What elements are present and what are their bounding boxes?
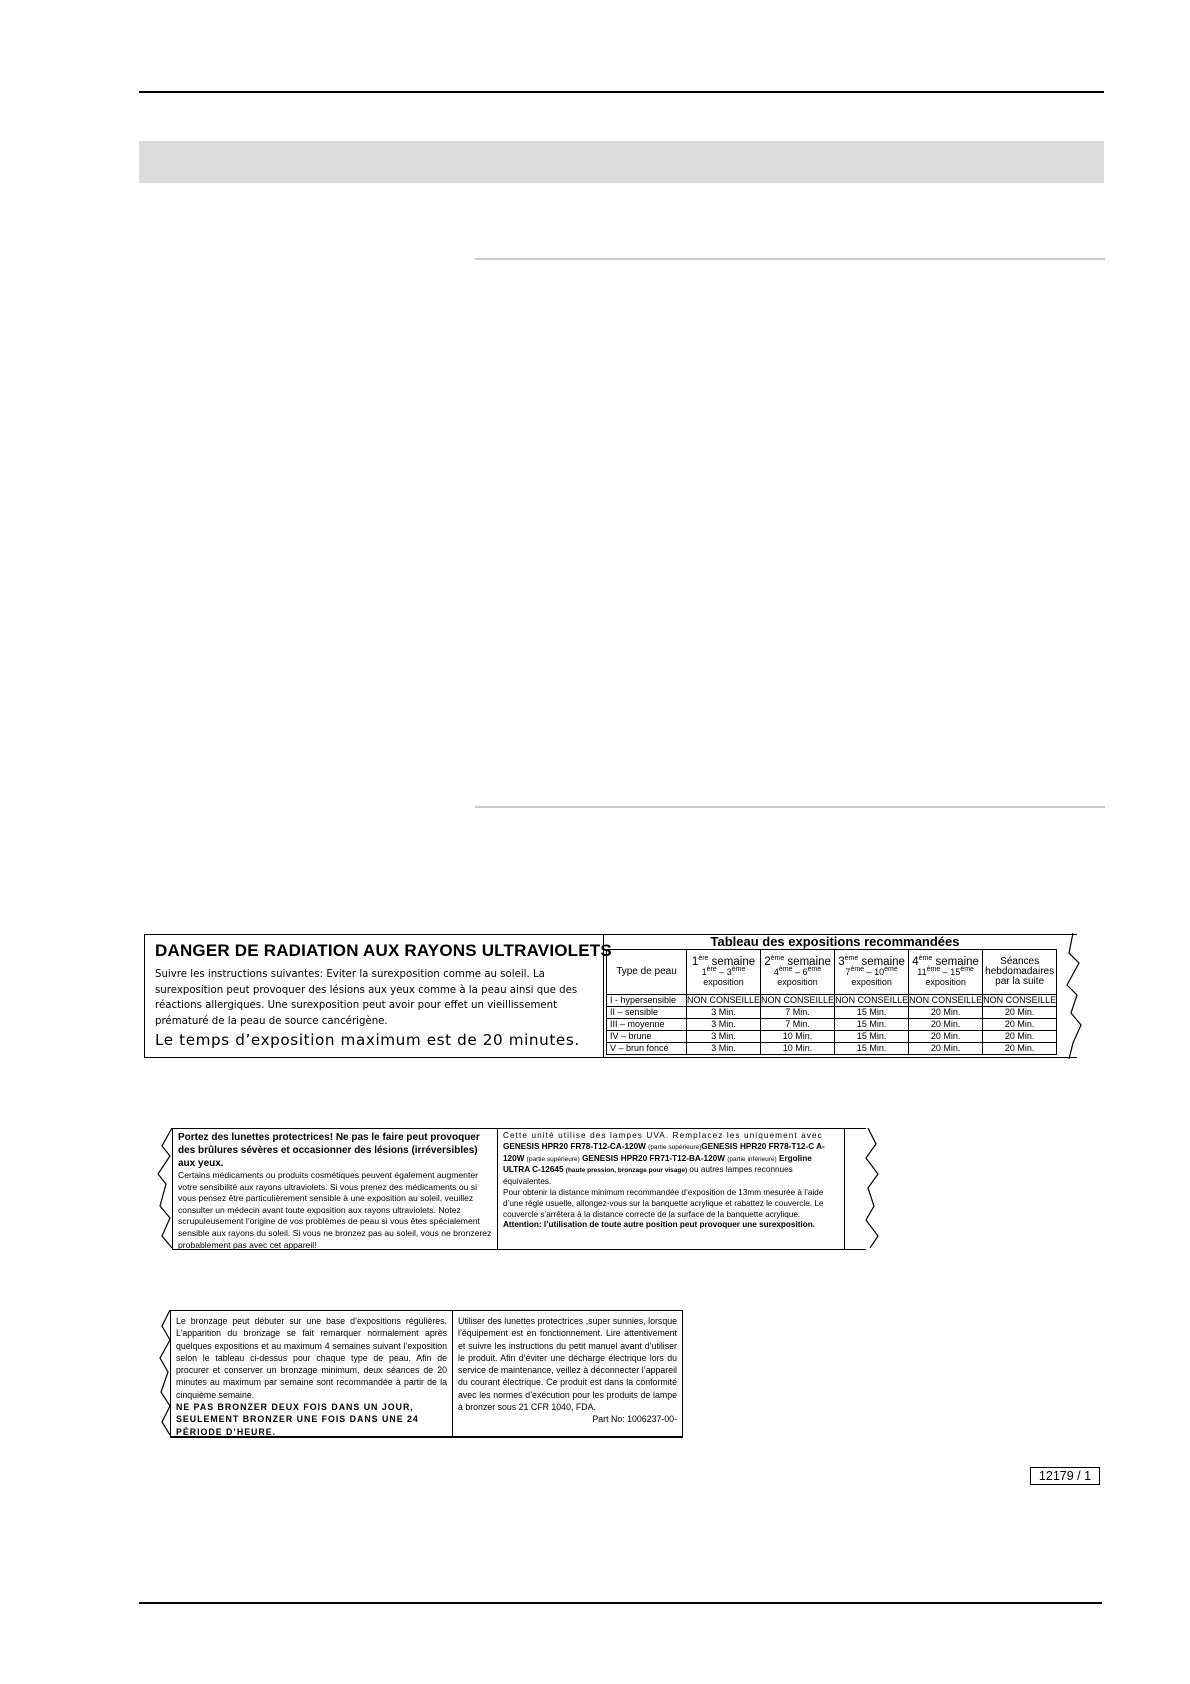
table-cell: 15 Min. [835, 1043, 909, 1055]
uv-warning-title: DANGER DE RADIATION AUX RAYONS ULTRAVIOLETS [155, 941, 612, 960]
uv-max-exposure: Le temps d’exposition maximum est de 20 minutes. [155, 1031, 580, 1049]
table-row [607, 1043, 1057, 1055]
table-cell: NON CONSEILLE [909, 995, 983, 1005]
uv-warning-panel [145, 935, 612, 1057]
glasses-warning-text [172, 1129, 498, 1249]
header-weekly-sessions: Séances hebdomadaires par la suite [983, 950, 1057, 995]
table-cell: 15 Min. [835, 1019, 909, 1031]
table-row [607, 995, 1057, 1007]
tanning-body: Le bronzage peut débuter sur une base d’expositions régulières. L’apparition du bronzage se fait remarquer normalement après quelques expositions et au maximum 4 semaines suivant l’exposition selon le tableau ci-dessus pour chaque type de peau. Afin de procurer et conserver un bronzage minimum, deux séances de 20 minutes au maximum par semaine sont recommandée à partir de la cinquième semaine. [176, 1316, 447, 1400]
table-cell: 7 Min. [761, 1007, 835, 1019]
header-week: 2ème semaine 4ème – 6ème exposition [761, 950, 835, 995]
table-cell: 7 Min. [761, 1019, 835, 1031]
table-cell: 20 Min. [909, 1031, 983, 1043]
lamps-text: Cette unité utilise des lampes UVA. Remplacez les uniquement avec GENESIS HPR20 FR78-T12-CA-120W (partie supérieure)GENESIS HPR20 FR78-T12-C A-120W (partie supérieure) GENESIS HPR20 FR71-T12-BA-120W (partie inférieure) Ergoline ULTRA C-12645 (haute pression, bronzage pour visage) ou autres lampes reconnues équivalentes. Pour obtenir la distance minimum recommandée d’exposition de 13mm mesurée à l’aide d’une règle usuelle, allongez-vous sur la banquette acrylique et rabattez le couvercle. Le couvercle s’arrêtera à la distance correcte de la surface de la banquette acrylique. Attention: l’utilisation de toute autre position peut provoquer une surexposition. [498, 1129, 845, 1249]
tanning-right-text: Utiliser des lunettes protectrices ,super sunnies, lorsque l’équipement est en fonctionnement. Lire attentivement et suivre les instructions du petit manuel avant d’utiliser le produit. Afin d’éviter une décharge électrique lors du service de maintenance, veillez à déconnecter l’appareil du courant électrique. Ce produit est dans la conformité avec les normes d’exécution pour les produits de lampe à bronzer sous 21 CFR 1040, FDA. [458, 1316, 677, 1413]
glasses-body: Certains médicaments ou produits cosmétiques peuvent également augmenter votre sensibilité aux rayons ultraviolets. Si vous prenez des médicaments ou si vous pensez être particulièrement sensible à une exposition au soleil, veuillez consulter un médecin avant toute exposition aux rayons ultraviolets. Notez scrupuleusement l’origine de vos problèmes de peau si vous êtes spécialement sensible aux rayons du soleil. Si vous ne bronzez pas au soleil, vous ne bronzerez probablement pas avec cet appareil! [178, 1170, 492, 1250]
table-cell: 10 Min. [761, 1031, 835, 1043]
exposure-table [606, 949, 1057, 1055]
table-cell: V – brun foncé [607, 1043, 687, 1055]
lamps-intro: Cette unité utilise des lampes UVA. Remplacez les uniquement avec [503, 1131, 823, 1140]
table-cell: 20 Min. [983, 1007, 1057, 1019]
table-cell: NON CONSEILLE [687, 995, 761, 1005]
tanning-left [170, 1311, 453, 1436]
table-cell: 15 Min. [835, 1007, 909, 1019]
table-cell: 3 Min. [687, 1019, 761, 1031]
tanning-info-label [158, 1310, 684, 1435]
glasses-warning-label [156, 1128, 880, 1248]
separator-bottom [475, 806, 1105, 808]
header-week: 1ère semaine 1ère – 3ème exposition [687, 950, 761, 995]
table-cell: IV – brune [607, 1031, 687, 1043]
table-cell: 3 Min. [687, 1031, 761, 1043]
header-skin-type: Type de peau [607, 950, 687, 995]
table-cell: II – sensible [607, 1007, 687, 1019]
header-band [139, 141, 1104, 183]
exposure-table-title: Tableau des expositions recommandées [710, 934, 960, 949]
table-cell: 20 Min. [909, 1043, 983, 1055]
tanning-info-box [170, 1310, 683, 1438]
table-row [607, 1031, 1057, 1043]
cut-edge-icon [1065, 933, 1083, 1059]
tanning-warning: NE PAS BRONZER DEUX FOIS DANS UN JOUR, SEULEMENT BRONZER UNE FOIS DANS UNE 24 PÉRIODE D’HEURE. [176, 1402, 419, 1437]
table-cell: 3 Min. [687, 1043, 761, 1055]
table-cell: I - hypersensible [607, 995, 687, 1007]
uv-warning-body: Suivre les instructions suivantes: Eviter la surexposition comme au soleil. La surexposition peut provoquer des lésions aux yeux comme à la peau ainsi que des réactions allergiques. Une surexposition peut avoir pour effet un vieillissement prématuré de la peau de source cancérigène. [155, 969, 578, 1027]
tanning-right [453, 1311, 682, 1436]
table-row [607, 1019, 1057, 1031]
table-cell: 20 Min. [909, 1007, 983, 1019]
uv-warning-label [144, 934, 1077, 1058]
table-cell: III – moyenne [607, 1019, 687, 1031]
glasses-lead: Portez des lunettes protectrices! [178, 1132, 334, 1143]
glasses-warning-box [172, 1128, 866, 1250]
header-week: 4ème semaine 11ème – 15ème exposition [909, 950, 983, 995]
exposure-table-panel [604, 935, 1066, 1057]
table-cell: 20 Min. [983, 1019, 1057, 1031]
table-cell: 20 Min. [983, 1043, 1057, 1055]
table-cell: NON CONSEILLE [983, 995, 1057, 1005]
document-number: 12179 / 1 [1030, 1467, 1100, 1485]
distance-text: Pour obtenir la distance minimum recommandée d’exposition de 13mm mesurée à l’aide d’une règle usuelle, allongez-vous sur la banquette acrylique et rabattez le couvercle. Le couvercle s’arrêtera à la distance correcte de la surface de la banquette acrylique. [503, 1187, 824, 1219]
separator-top [475, 258, 1105, 260]
table-row [607, 1007, 1057, 1019]
cut-edge-icon [864, 1128, 882, 1248]
table-cell: 3 Min. [687, 1007, 761, 1019]
part-number: Part No: 1006237-00- [592, 1414, 677, 1425]
table-cell: 20 Min. [983, 1031, 1057, 1043]
attention-text: Attention: l’utilisation de toute autre position peut provoquer une surexposition. [503, 1220, 816, 1230]
footer-rule [139, 1602, 1102, 1604]
table-cell: 20 Min. [909, 1019, 983, 1031]
glasses-lead-rest: Ne pas le faire peut provoquer des brûlures sévères et occasionner des lésions (irréversibles) aux yeux. [178, 1132, 480, 1169]
table-cell: NON CONSEILLE [761, 995, 835, 1005]
table-cell: NON CONSEILLE [835, 995, 909, 1005]
table-cell: 10 Min. [761, 1043, 835, 1055]
table-cell: 15 Min. [835, 1031, 909, 1043]
header-rule [139, 91, 1104, 93]
header-week: 3ème semaine 7ème – 10ème exposition [835, 950, 909, 995]
